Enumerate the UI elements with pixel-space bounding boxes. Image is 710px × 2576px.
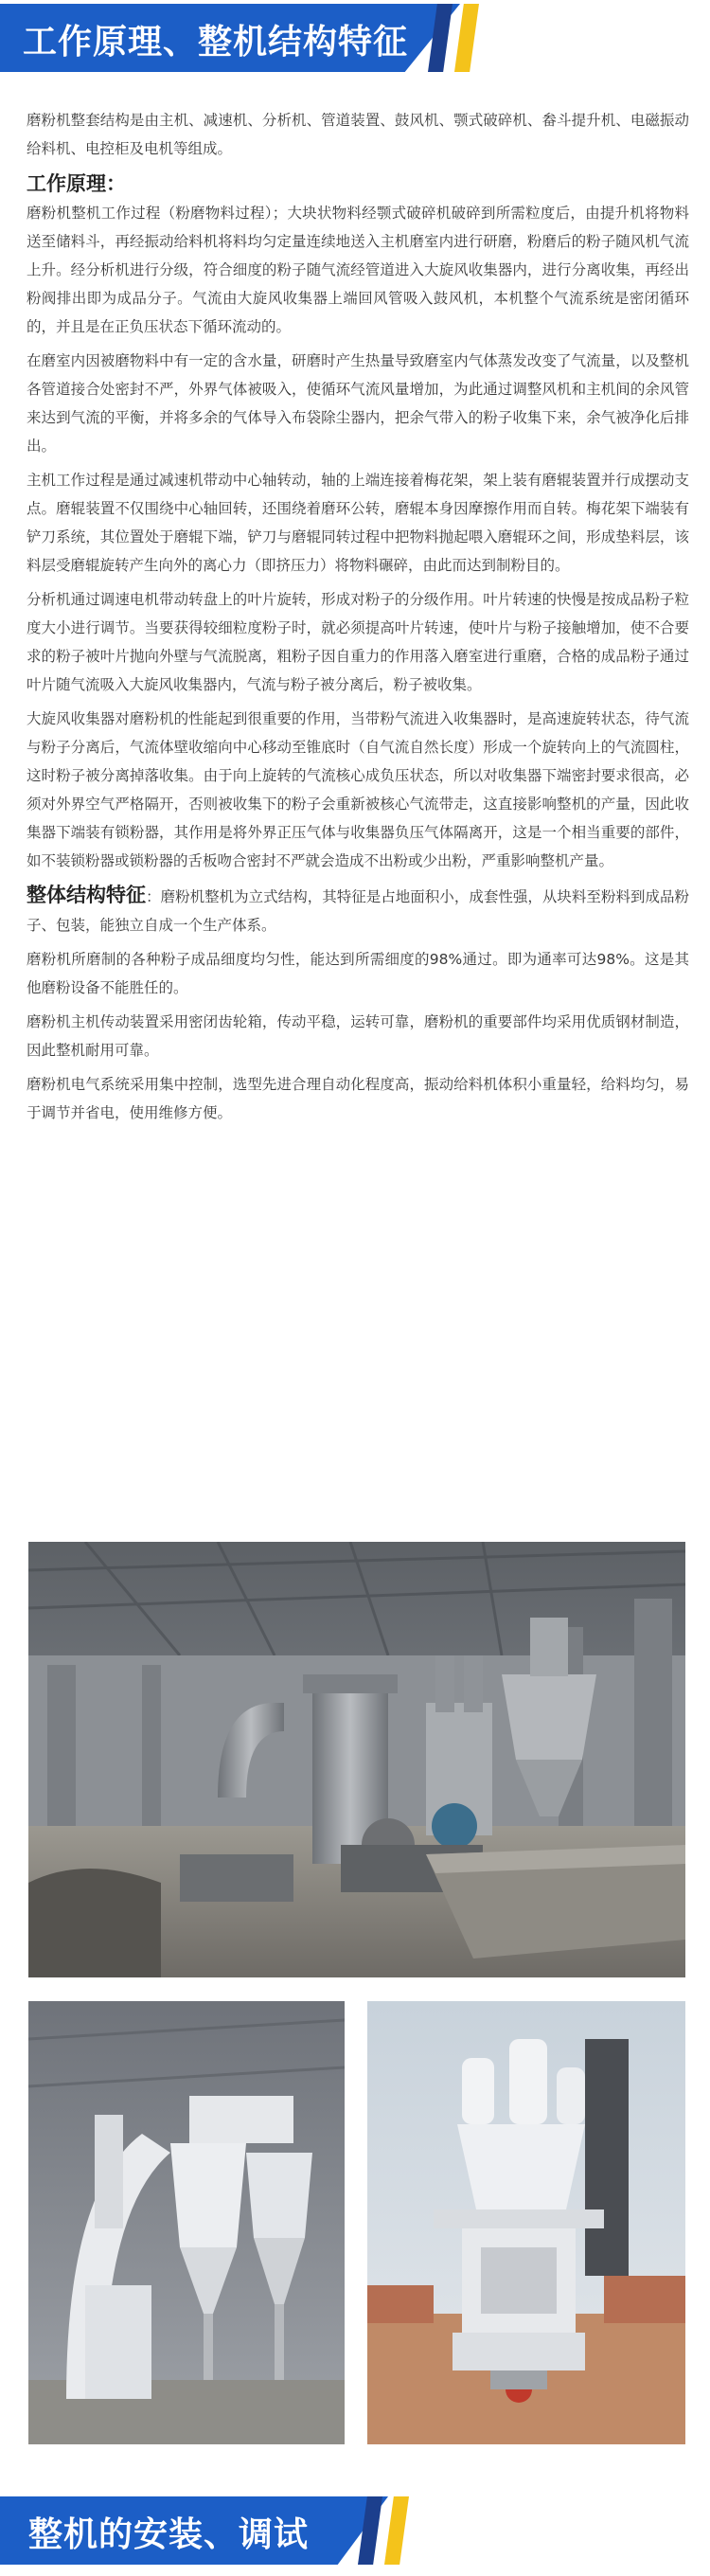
structure-paragraph: 磨粉机主机传动装置采用密闭齿轮箱，传动平稳，运转可靠，磨粉机的重要部件均采用优质钢材制造，因此整机耐用可靠。 (27, 1013, 689, 1059)
section-title: 工作原理、整机结构特征 (23, 23, 409, 62)
banner-stripe-yellow (454, 4, 479, 72)
working-principle-paragraph: 大旋风收集器对磨粉机的性能起到很重要的作用，当带粉气流进入收集器时，是高速旋转状态，待气流与粉子分离后，气流体壁收缩向中心移动至锥底时（自气流自然长度）形成一个旋转向上的气流圆柱，这时粉子被分离掉落收集。由于向上旋转的气流核心成负压状态，所以对收集器下端密封要求很高，必须对外界空气严格隔开，否则被收集下的粉子会重新被核心气流带走，这直接影响整机的产量，因此收集器下端装有锁粉器，其作用是将外界正压气体与收集器负压气体隔离开，这是一个相当重要的部件，如不装锁粉器或锁粉器的舌板吻合密封不严就会造成不出粉或少出粉，严重影响整机产量。 (27, 710, 689, 869)
working-principle-paragraph: 主机工作过程是通过减速机带动中心轴转动，轴的上端连接着梅花架，架上装有磨辊装置并行成摆动支点。磨辊装置不仅围绕中心轴回转，还围绕着磨环公转，磨辊本身因摩擦作用而自转。梅花架下端装有铲刀系统，其位置处于磨辊下端，铲刀与磨辊同转过程中把物料抛起喂入磨辊环之间，形成垫料层，该料层受磨辊旋转产生向外的离心力（即挤压力）将物料碾碎，由此而达到制粉目的。 (27, 472, 689, 574)
white-mill-indoor-photo (28, 2001, 345, 2444)
section-title: 整机的安装、调试 (28, 2515, 310, 2554)
structure-lead-text: ：磨粉机整机为立式结构，其特征是占地面积小，成套性强，从块料至粉料到成品粉子、包装，能独立自成一个生产体系。 (27, 888, 689, 934)
structure-heading: 整体结构特征 (27, 884, 147, 906)
white-mill-outdoor-photo (367, 2001, 685, 2444)
working-principle-heading: 工作原理： (27, 172, 126, 195)
article-body (27, 106, 689, 1133)
working-principle-paragraph: 分析机通过调速电机带动转盘上的叶片旋转，形成对粉子的分级作用。叶片转速的快慢是按成品粉子粒度大小进行调节。当要获得较细粒度粉子时，就必须提高叶片转速，使叶片与粉子接触增加，使不合要求的粉子被叶片抛向外壁与气流脱离，粗粉子因自重力的作用落入磨室进行重磨，合格的成品粉子通过叶片随气流吸入大旋风收集器内，气流与粉子被分离后，粉子被收集。 (27, 591, 689, 693)
section-banner-working-principle (0, 0, 710, 80)
structure-paragraph: 磨粉机所磨制的各种粉子成品细度均匀性，能达到所需细度的98%通过。即为通率可达98%。这是其他磨粉设备不能胜任的。 (27, 951, 689, 996)
working-principle-paragraph: 磨粉机整机工作过程（粉磨物料过程）；大块状物料经颚式破碎机破碎到所需粒度后，由提升机将物料送至储料斗，再经振动给料机将料均匀定量连续地送入主机磨室内进行研磨，粉磨后的粉子随风机气流上升。经分析机进行分级，符合细度的粉子随气流经管道进入大旋风收集器内，进行分离收集，再经出粉阀排出即为成品分子。气流由大旋风收集器上端回风管吸入鼓风机，本机整个气流系统是密闭循环的，并且是在正负压状态下循环流动的。 (27, 205, 689, 335)
structure-paragraph: 磨粉机电气系统采用集中控制，选型先进合理自动化程度高，振动给料机体积小重量轻，给料均匀，易于调节并省电，使用维修方便。 (27, 1076, 689, 1121)
factory-installation-photo (28, 1542, 685, 1977)
structure-lead-paragraph (27, 881, 689, 939)
intro-paragraph: 磨粉机整套结构是由主机、减速机、分析机、管道装置、鼓风机、颚式破碎机、畚斗提升机、电磁振动给料机、电控柜及电机等组成。 (27, 112, 689, 157)
banner-stripe-yellow (384, 2496, 409, 2565)
section-banner-installation (0, 2493, 710, 2572)
working-principle-paragraph: 在磨室内因被磨物料中有一定的含水量，研磨时产生热量导致磨室内气体蒸发改变了气流量，以及整机各管道接合处密封不严，外界气体被吸入，使循环气流风量增加，为此通过调整风机和主机间的余风管来达到气流的平衡，并将多余的气体导入布袋除尘器内，把余气带入的粉子收集下来，余气被净化后排出。 (27, 352, 689, 455)
